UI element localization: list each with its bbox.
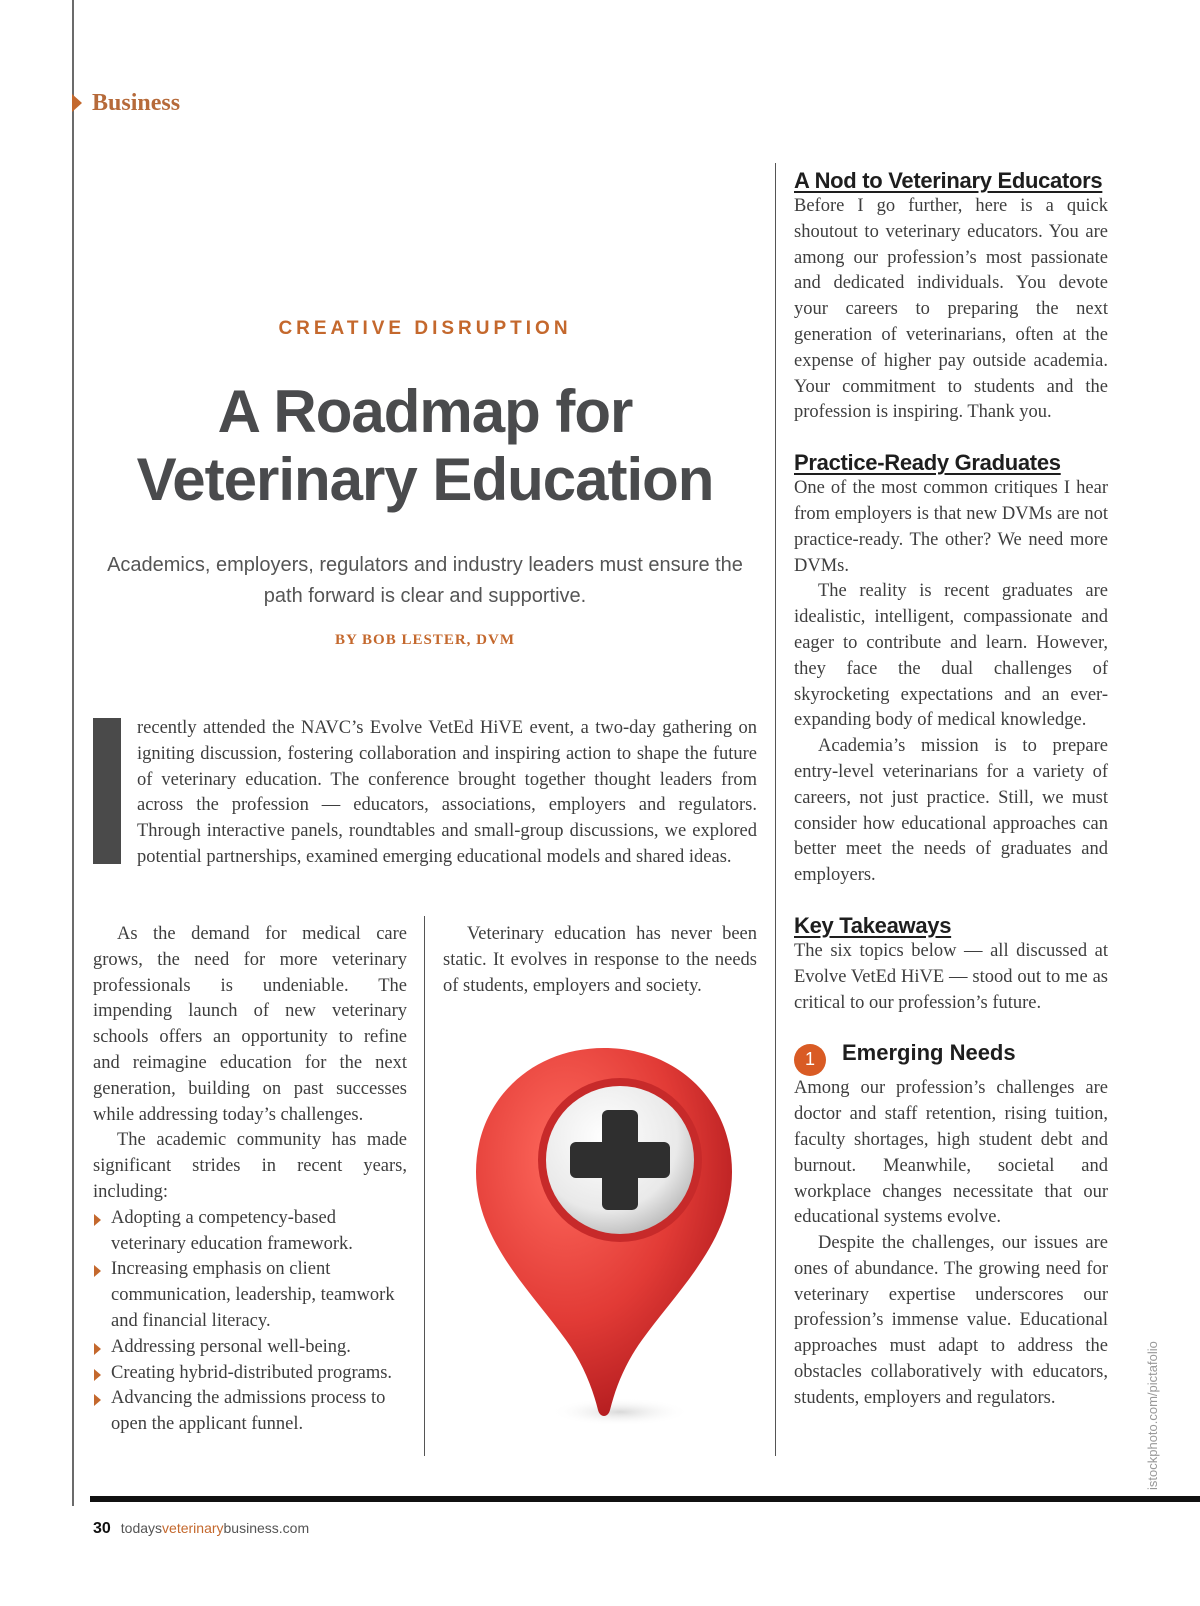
col1-paragraph-1: As the demand for medical care grows, the need for more veterinary professionals is undeniable. The impending launch of new veterinary schools offers an opportunity to refine and reimagine education for the next generation, building on past successes while addressing today’s challenges.: [93, 924, 407, 1125]
list-item: Advancing the admissions process to open the applicant funnel.: [93, 1386, 407, 1438]
title-line-2: Veterinary Education: [136, 446, 714, 513]
section-label: Business: [92, 89, 181, 116]
pin-shadow: [550, 1398, 690, 1426]
intro-paragraph: [93, 716, 757, 871]
section-header: [72, 88, 180, 118]
number-badge: 1: [794, 1044, 826, 1076]
column-divider-2: [775, 163, 776, 1456]
column-1: [93, 922, 407, 1438]
paragraph-practice-2: The reality is recent graduates are idealistic, intelligent, compassionate and eager to contribute and learn. However, they face the dual challenges of skyrocketing expectations and an ever-expanding body of medical knowledge.: [794, 581, 1108, 731]
list-item: Addressing personal well-being.: [93, 1335, 407, 1361]
paragraph-educators: Before I go further, here is a quick shoutout to veterinary educators. You are among our profession’s most passionate and dedicated individuals. You devote your careers to preparing the next generation of veterinarians, often at the expense of higher pay outside academia. Your commitment to students and the profession is inspiring. Thank you.: [794, 196, 1108, 423]
page-number: 30: [93, 1520, 111, 1537]
column-divider-1: [424, 916, 425, 1456]
list-item: Adopting a competency-based veterinary education framework.: [93, 1206, 407, 1258]
heading-practice-ready: Practice-Ready Graduates: [794, 450, 1061, 476]
article-kicker: CREATIVE DISRUPTION: [278, 318, 572, 339]
heading-educators: A Nod to Veterinary Educators: [794, 168, 1103, 193]
article-deck: Academics, employers, regulators and industry leaders must ensure the path forward is clear and supportive.: [107, 554, 743, 607]
heading-key-takeaways: Key Takeaways: [794, 912, 952, 938]
list-item: Increasing emphasis on client communication, leadership, teamwork and financial literacy.: [93, 1257, 407, 1334]
cross-horizontal: [570, 1142, 670, 1178]
column-2: [443, 922, 757, 999]
title-line-1: A Roadmap for: [217, 378, 633, 445]
paragraph-emerging-1: Among our profession’s challenges are doctor and staff retention, rising tuition, faculty shortages, high student debt and burnout. Meanwhile, societal and workplace changes necessitate that our educational systems evolve.: [794, 1078, 1108, 1228]
article-byline: BY BOB LESTER, DVM: [335, 632, 515, 648]
article-title: [90, 378, 760, 514]
col1-paragraph-2: The academic community has made significant strides in recent years, including:: [93, 1130, 407, 1202]
site-prefix: todays: [120, 1520, 163, 1536]
column-3: [794, 168, 1108, 1412]
image-credit: istockphoto.com/pictafolio: [1145, 1341, 1160, 1490]
paragraph-emerging-2: Despite the challenges, our issues are ones of abundance. The growing need for veterinary expertise underscores our profession’s immense value. Educational approaches must adapt to address the obstacles collaboratively with educators, students, employers and regulators.: [794, 1233, 1108, 1408]
strides-list: [93, 1206, 407, 1438]
paragraph-takeaways: The six topics below — all discussed at Evolve VetEd HiVE — stood out to me as critical to our profession’s future.: [794, 940, 1108, 1013]
site-highlight: veterinary: [162, 1520, 224, 1536]
left-margin-rule: [72, 0, 74, 1506]
page-footer: [93, 1520, 309, 1538]
col2-paragraph-1: Veterinary education has never been static. It evolves in response to the needs of students, employers and society.: [443, 924, 757, 996]
intro-text: recently attended the NAVC’s Evolve VetEd HiVE event, a two-day gathering on igniting discussion, fostering collaboration and inspiring action to shape the future of veterinary education. The conference brought together thought leaders from across the profession — educators, associations, employers and regulators. Through interactive panels, roundtables and small-group discussions, we explored potential partnerships, examined emerging educational models and shared ideas.: [137, 718, 757, 867]
emerging-needs-block: [794, 1040, 1108, 1076]
heading-emerging-needs: Emerging Needs: [842, 1040, 1016, 1066]
site-suffix: business.com: [223, 1520, 310, 1536]
list-item: Creating hybrid-distributed programs.: [93, 1361, 407, 1387]
paragraph-practice-1: One of the most common critiques I hear from employers is that new DVMs are not practice-ready. The other? We need more DVMs.: [794, 478, 1108, 576]
emerging-needs-content: [842, 1040, 1016, 1066]
section-arrow-icon: [72, 94, 82, 112]
paragraph-practice-3: Academia’s mission is to prepare entry-level veterinarians for a variety of careers, not just practice. Still, we must consider how educational approaches can better meet the needs of graduates and employers.: [794, 736, 1108, 886]
footer-rule: [90, 1496, 1200, 1502]
location-pin-cross-icon: [470, 1040, 738, 1432]
